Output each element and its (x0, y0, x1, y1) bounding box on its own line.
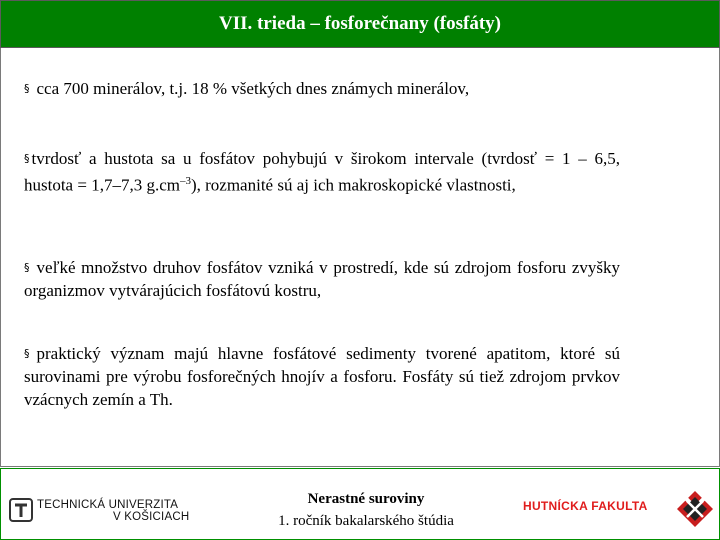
bullet-text: praktický význam majú hlavne fosfátové sedimenty tvorené apatitom, ktoré sú surovinami pre výrobu fosforečných hnojív a fosforu. Fosfáty sú tiež zdrojom prvkov vzácnych zemín a Th. (24, 344, 620, 409)
bullet-item-count (24, 77, 620, 100)
bullet-text: veľké množstvo druhov fosfátov vzniká v prostredí, kde sú zdrojom fosforu zvyšky organizmov vytvárajúcich fosfátovú kostru, (24, 258, 620, 300)
hammers-emblem-icon (675, 489, 715, 529)
university-line-2: V KOŠICIACH (113, 511, 190, 523)
slide-footer (0, 468, 720, 540)
bullet-item-importance (24, 342, 620, 411)
course-title: Nerastné suroviny (307, 491, 425, 507)
bullet-marker: § (24, 347, 30, 360)
bullet-superscript: –3 (179, 175, 191, 187)
faculty-name: HUTNÍCKA FAKULTA (523, 499, 648, 513)
bullet-text-post: ), rozmanité sú aj ich makroskopické vlastnosti, (190, 175, 516, 195)
bullet-item-hardness (24, 147, 620, 197)
slide-title: VII. trieda – fosforečnany (fosfáty) (219, 13, 501, 34)
bullet-marker: § (24, 152, 30, 165)
bullet-text-pre: tvrdosť a hustota sa u fosfátov pohybujú v širokom intervale (tvrdosť = 1 – 6,5, hustota = 1,7–7,3 g.cm (24, 149, 620, 195)
bullet-marker: § (24, 82, 30, 95)
bullet-item-origin (24, 256, 620, 302)
course-subtitle: 1. ročník bakalarského štúdia (278, 513, 454, 529)
slide-header (0, 0, 720, 48)
bullet-marker: § (24, 261, 30, 274)
university-line-1: TECHNICKÁ UNIVERZITA (37, 499, 179, 511)
bullet-text: cca 700 minerálov, t.j. 18 % všetkých dnes známych minerálov, (36, 79, 470, 98)
university-name (37, 499, 189, 523)
tuke-logo-icon (9, 498, 33, 522)
